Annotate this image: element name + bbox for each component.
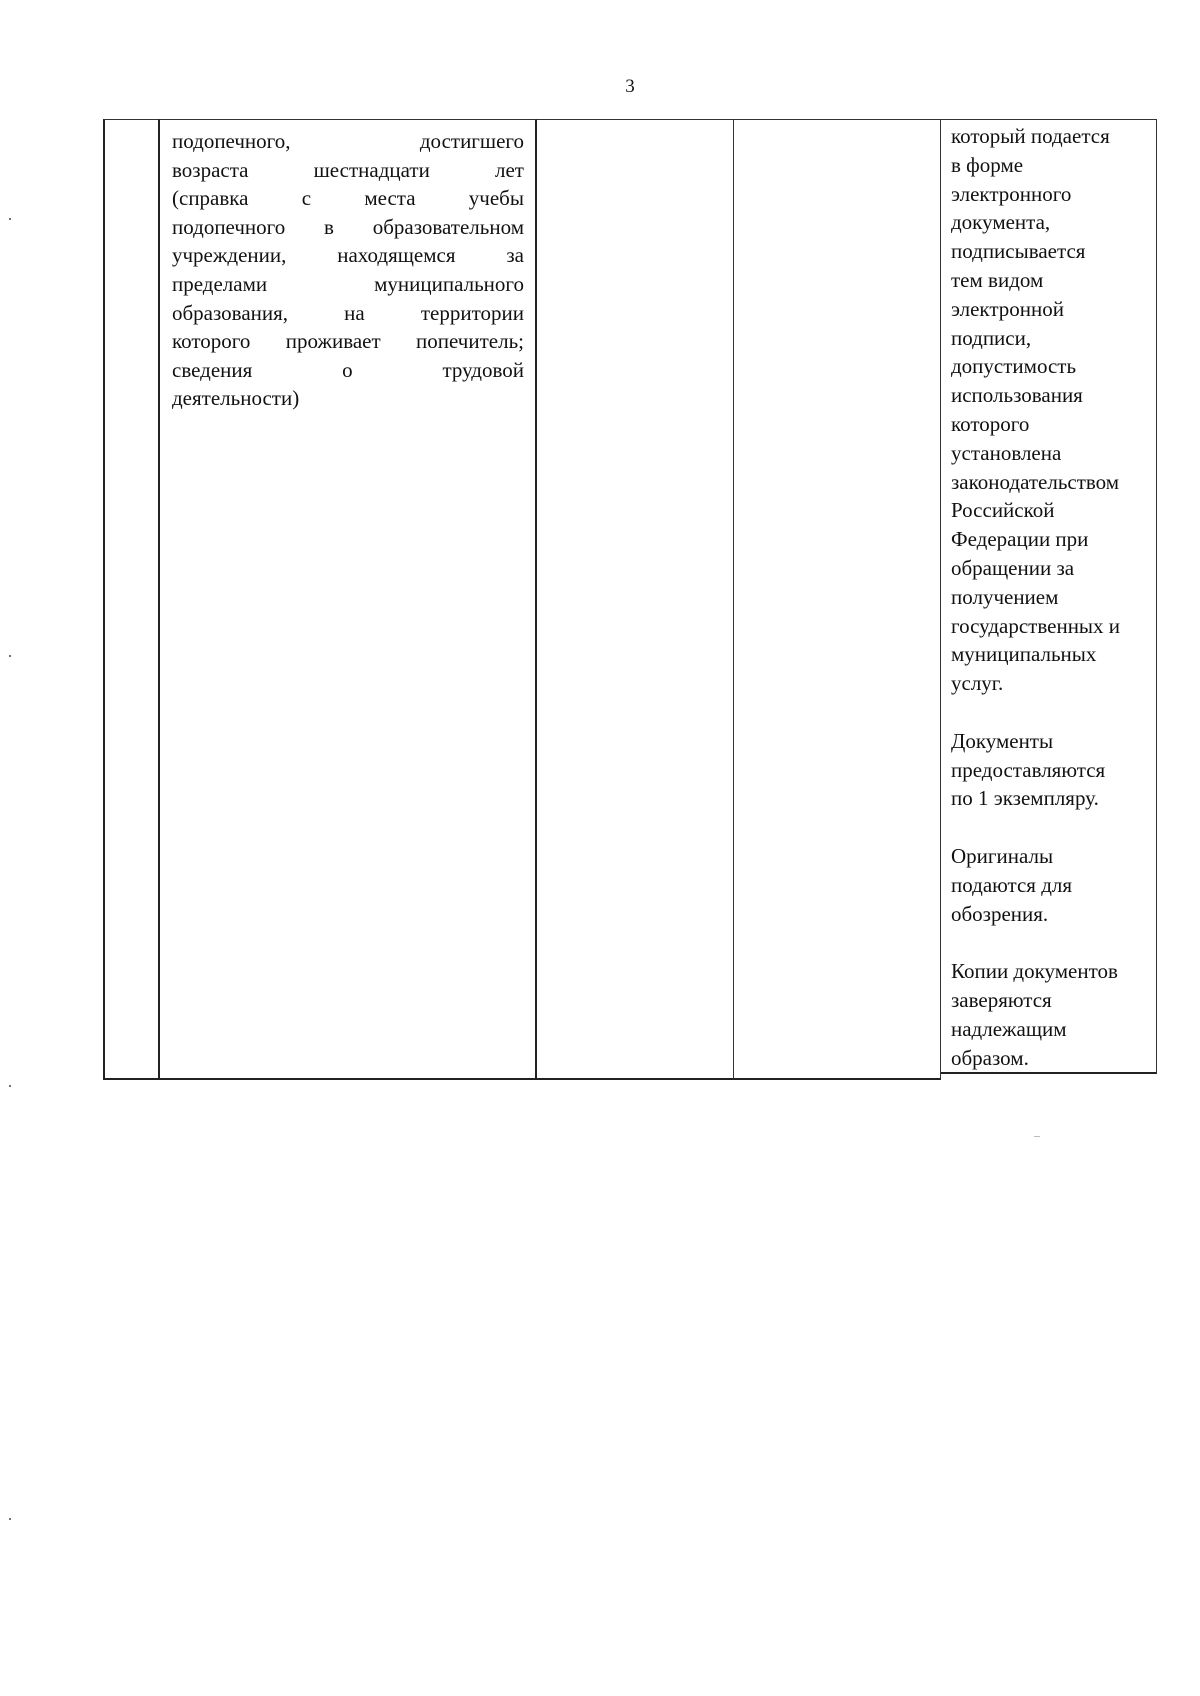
table-column-empty-1: [537, 119, 734, 1080]
text-word: на: [344, 300, 365, 325]
text-word: образовательном: [372, 214, 524, 239]
text-word: находящемся: [337, 243, 456, 268]
text-word: шестнадцати: [313, 157, 430, 182]
stray-mark: [1034, 1136, 1040, 1137]
documents-text-line: [172, 241, 524, 270]
text-word: трудовой: [442, 357, 524, 382]
notes-text-line: заверяются: [951, 987, 1052, 1012]
notes-text-line: которого: [951, 411, 1030, 436]
text-word: учебы: [468, 186, 524, 211]
margin-dot: [9, 1518, 11, 1520]
documents-text-line: [172, 156, 524, 185]
table-column-notes: [941, 119, 1157, 1074]
margin-dot: [9, 1085, 11, 1087]
text-word: пределами: [172, 271, 268, 296]
text-word: которого: [172, 329, 251, 354]
notes-paragraph: [951, 842, 1155, 928]
margin-dot: [9, 218, 11, 220]
notes-text-line: тем видом: [951, 267, 1044, 292]
page-number: 3: [625, 76, 635, 97]
text-word: образования,: [172, 300, 289, 325]
text-word: сведения: [172, 357, 253, 382]
text-word: места: [364, 186, 416, 211]
text-word: возраста: [172, 157, 249, 182]
documents-text-line: [172, 184, 524, 213]
notes-text-line: установлена: [951, 440, 1062, 465]
text-word: учреждении,: [172, 243, 287, 268]
notes-paragraph: [951, 122, 1155, 698]
notes-text-line: муниципальных: [951, 642, 1097, 667]
notes-text-line: законодательством: [951, 469, 1120, 494]
text-word: муниципального: [374, 271, 524, 296]
notes-text-line: в форме: [951, 152, 1024, 177]
notes-text-line: электронной: [951, 296, 1065, 321]
documents-text-line: [172, 213, 524, 242]
notes-text-line: получением: [951, 584, 1059, 609]
text-word: деятельности): [172, 386, 300, 411]
text-word: в: [324, 214, 334, 239]
notes-text-line: обозрения.: [951, 901, 1049, 926]
notes-text-line: подписывается: [951, 239, 1086, 264]
text-word: с: [301, 186, 312, 211]
table-column-empty-2: [734, 119, 941, 1080]
notes-text-line: Оригиналы: [951, 843, 1054, 868]
text-word: достигшего: [419, 129, 524, 153]
text-word: проживает: [285, 329, 381, 354]
table-column-number: [103, 119, 160, 1080]
notes-text-line: документа,: [951, 210, 1051, 235]
notes-text-line: который подается: [951, 124, 1110, 148]
documents-text-line: [172, 270, 524, 299]
documents-text-line: [172, 384, 524, 413]
notes-text-line: подписи,: [951, 325, 1032, 350]
table-column-documents: [160, 119, 537, 1080]
notes-text-line: электронного: [951, 181, 1072, 206]
text-word: (справка: [172, 186, 249, 211]
documents-cell-text: [172, 127, 524, 413]
documents-text-line: [172, 356, 524, 385]
notes-text-line: надлежащим: [951, 1016, 1067, 1041]
notes-text-line: Копии документов: [951, 959, 1118, 984]
notes-text-line: по 1 экземпляру.: [951, 786, 1099, 811]
text-word: подопечного,: [172, 129, 291, 153]
documents-text-line: [172, 327, 524, 356]
notes-text-line: государственных и: [951, 613, 1121, 638]
notes-text-line: использования: [951, 383, 1083, 408]
notes-text-line: подаются для: [951, 872, 1073, 897]
notes-text-line: Российской: [951, 498, 1055, 523]
notes-cell-text: [951, 122, 1155, 1072]
notes-text-line: Федерации при: [951, 527, 1089, 552]
text-word: подопечного: [172, 214, 286, 239]
notes-text-line: услуг.: [951, 671, 1004, 696]
text-word: за: [506, 243, 524, 268]
notes-text-line: Документы: [951, 728, 1054, 753]
text-word: территории: [420, 300, 524, 325]
notes-paragraph: [951, 957, 1155, 1072]
text-word: попечитель;: [416, 329, 524, 354]
notes-text-line: предоставляются: [951, 757, 1106, 782]
notes-text-line: обращении за: [951, 555, 1075, 580]
documents-text-line: [172, 127, 524, 156]
documents-text-line: [172, 299, 524, 328]
notes-text-line: образом.: [951, 1045, 1029, 1070]
notes-paragraph: [951, 727, 1155, 813]
notes-text-line: допустимость: [951, 354, 1077, 379]
text-word: лет: [495, 157, 524, 182]
margin-dot: [9, 655, 11, 657]
text-word: о: [342, 357, 353, 382]
document-table: [103, 119, 1157, 1080]
